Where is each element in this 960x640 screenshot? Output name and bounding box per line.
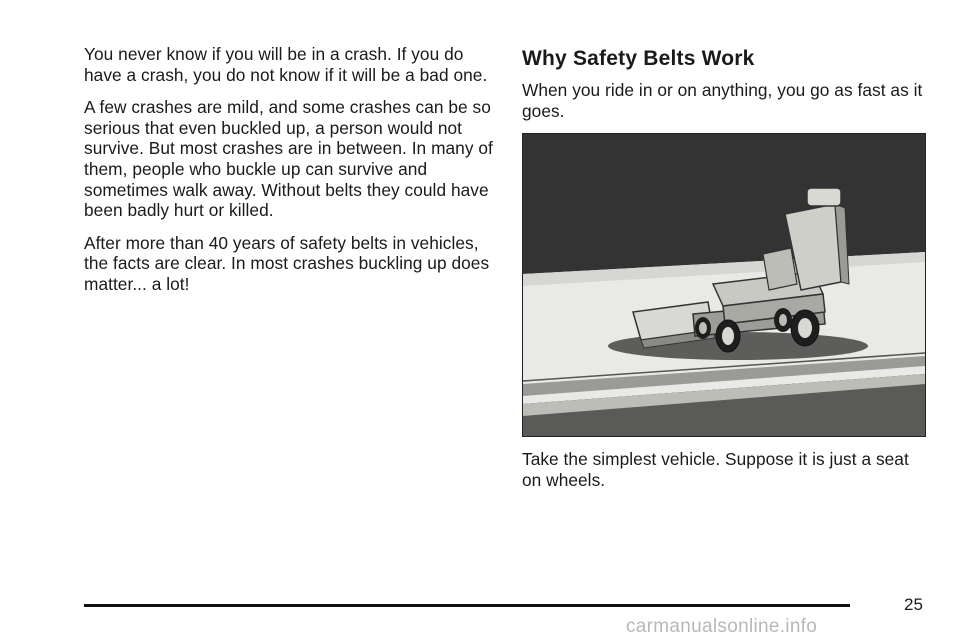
left-column [84,44,494,307]
page-number: 25 [904,595,923,614]
section-heading: Why Safety Belts Work [522,47,755,70]
right-column [522,44,930,502]
seat-on-wheels-figure [522,133,926,437]
seat-on-wheels-icon [523,134,925,436]
paragraph-intro: When you ride in or on anything, you go as fast as it goes. [522,80,923,121]
paragraph-facts-clear: After more than 40 years of safety belts in vehicles, the facts are clear. In most crashes buckling up does matter... a lot! [84,232,490,294]
paragraph-simplest-vehicle: Take the simplest vehicle. Suppose it is just a seat on wheels. [522,449,909,490]
paragraph-crash-severity: A few crashes are mild, and some crashes can be so serious that even buckled up, a person would not survive. But most crashes are in between. In many of them, people who buckle up can survive and sometimes walk away. Without belts they could have been badly hurt or killed. [84,97,493,221]
watermark: carmanualsonline.info [626,616,818,637]
paragraph-crash-unknown: You never know if you will be in a crash. If you do have a crash, you do not know if it will be a bad one. [84,44,488,85]
footer-rule [84,604,850,607]
